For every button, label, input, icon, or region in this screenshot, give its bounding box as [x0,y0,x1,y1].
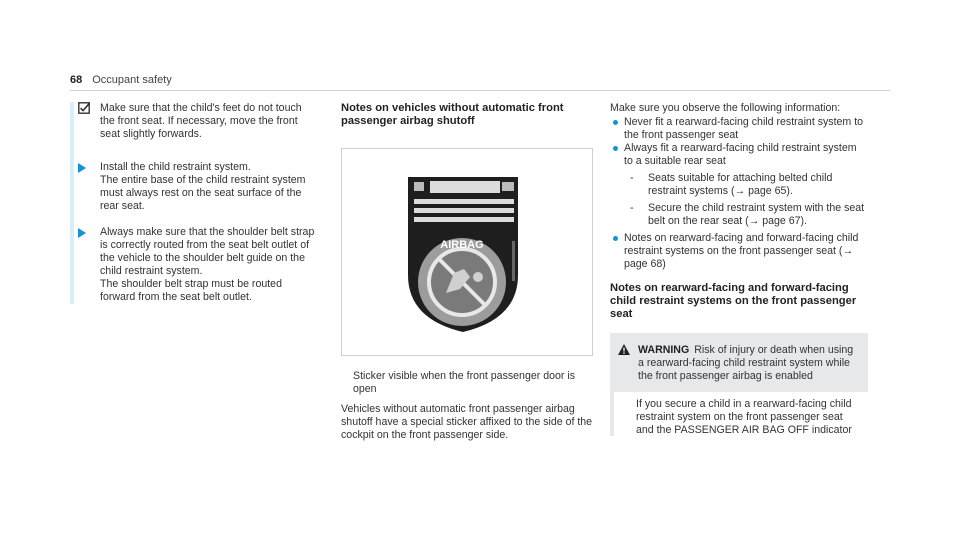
checkbox-checked-icon [78,102,90,141]
sticker-label: AIRBAG [440,239,484,251]
middle-column [341,102,593,442]
list-item: Notes on rearward-facing and forward-facing child restraint systems on the front passenger seat (→ page 68) [610,232,868,271]
step-item [74,161,318,213]
step-text: Always make sure that the shoulder belt strap is correctly routed from the seat belt outlet of the vehicle to the shoulder belt guide on the child restraint system. [100,226,315,277]
check-item-text: Make sure that the child's feet do not touch the front seat. If necessary, move the front seat slightly forwards. [100,102,302,140]
page-number: 68 [70,74,83,86]
left-column [70,102,318,304]
right-column [610,102,868,436]
section-heading: Notes on vehicles without automatic front passenger airbag shutoff [341,102,564,127]
step-text: Install the child restraint system. [100,161,251,173]
step-item [74,226,318,304]
manual-icon [502,182,514,191]
step-result-text: The shoulder belt strap must be routed forward from the seat belt outlet. [100,278,282,303]
warning-box [610,333,868,392]
list-item-text: Always fit a rearward-facing child restraint system to a suitable rear seat [624,142,857,167]
warning-triangle-icon [618,344,630,383]
warning-detail: If you secure a child in a rearward-facing child restraint system on the front passenger seat and the PASSENGER AIR BAG OFF indicator [610,392,868,436]
figure-caption: Sticker visible when the front passenger door is open [353,370,575,395]
section-title: Occupant safety [92,74,172,86]
page-header [70,74,172,87]
step-result-text: The entire base of the child restraint system must always rest on the seat surface of the rear seat. [100,174,306,212]
list-item: Never fit a rearward-facing child restraint system to the front passenger seat [610,116,868,142]
checklist-item [74,102,318,141]
airbag-sticker-illustration [342,149,592,355]
body-paragraph: Vehicles without automatic front passenger airbag shutoff have a special sticker affixed to the side of the cockpit on the front passenger side. [341,403,593,441]
list-item [610,142,868,228]
info-list [610,116,868,271]
warning-title: WARNING [638,344,690,356]
step-arrow-icon [78,161,90,213]
warning-text: Risk of injury or death when using a rearward-facing child restraint system while the front passenger airbag is enabled [638,344,854,382]
intro-text: Make sure you observe the following information: [610,102,841,114]
sub-list [624,172,868,228]
sub-list-item: - Seats suitable for attaching belted child restraint systems (→ page 65). [624,172,868,198]
section-heading: Notes on rearward-facing and forward-facing child restraint systems on the front passenger seat [610,282,857,320]
header-divider [70,90,890,91]
step-arrow-icon [78,226,90,304]
warning-triangle-icon [414,182,424,191]
sticker-figure [341,148,593,356]
sub-list-item: - Secure the child restraint system with the seat belt on the rear seat (→ page 67). [624,202,868,228]
